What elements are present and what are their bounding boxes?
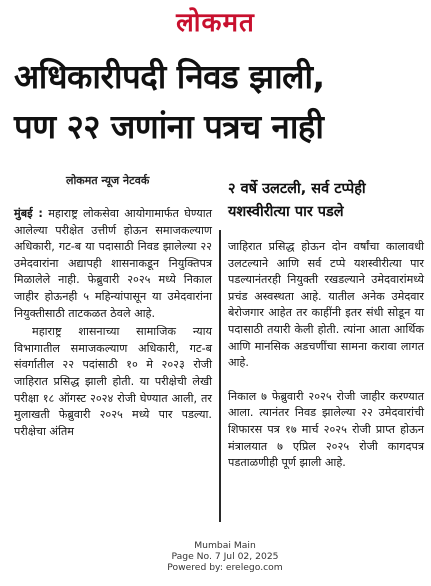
masthead	[0, 6, 431, 40]
headline-line-1: अधिकारीपदी निवड झाली,	[14, 57, 325, 96]
lokmat-logo: लोकमत	[176, 8, 255, 38]
page-footer	[145, 540, 305, 573]
footer-edition: Mumbai Main	[194, 540, 256, 551]
right-paragraph-1: जाहिरात प्रसिद्ध होऊन दोन वर्षांचा कालावधी उलटल्याने आणि सर्व टप्पे यशस्वीरीत्या पार पडल्यानंतरही नियुक्ती रखडल्याने उमेदवारांमध्ये प्रचंड अस्वस्थता आहे. यातील अनेक उमेदवार बेरोजगार आहेत तर काहींनी इतर संधी सोडून या पदासाठी तयारी केली होती. त्यांना आता आर्थिक आणि मानसिक अडचणींचा सामना करावा लागत आहे.	[228, 240, 424, 370]
footer-page-date: Page No. 7 Jul 02, 2025	[171, 551, 279, 562]
headline-line-2: पण २२ जणांना पत्रच नाही	[14, 107, 324, 146]
dateline: मुंबई :	[14, 207, 43, 220]
left-paragraph-1	[14, 206, 212, 322]
footer-powered-by[interactable]: Powered by: erelego.com	[167, 562, 283, 573]
article-column-left	[14, 206, 212, 440]
column-divider-gap	[219, 170, 225, 230]
right-paragraph-2: निकाल ७ फेब्रुवारी २०२५ रोजी जाहीर करण्यात आला. त्यानंतर निवड झालेल्या २२ उमेदवारांची शिफारस पत्र १७ मार्च २०२५ रोजी प्राप्त होऊन मंत्रालयात ७ एप्रिल २०२५ रोजी कागदपत्र पडताळणीही पूर्ण झाली आहे.	[228, 389, 424, 470]
byline: लोकमत न्यूज नेटवर्क	[66, 174, 150, 187]
left-paragraph-1-text: महाराष्ट्र लोकसेवा आयोगामार्फत घेण्यात आलेल्या परीक्षेत उत्तीर्ण होऊन समाजकल्याण अधिकारी, गट-ब या पदासाठी निवड झालेल्या २२ उमेदवारांना अद्यापही शासनाकडून नियुक्तिपत्र मिळालेले नाही. फेब्रुवारी २०२५ मध्ये निकाल जाहीर होऊनही ५ महिन्यांपासून या उमेदवारांना नियुक्तीसाठी ताटकळत ठेवले आहे.	[14, 207, 212, 320]
left-paragraph-2: महाराष्ट्र शासनाच्या सामाजिक न्याय विभागातील समाजकल्याण अधिकारी, गट-ब संवर्गातील २२ पदांसाठी १० मे २०२३ रोजी जाहिरात प्रसिद्ध झाली होती. या परीक्षेची लेखी परीक्षा १८ ऑगस्ट २०२४ रोजी घेण्यात आली, तर मुलाखती फेब्रुवारी २०२५ मध्ये पार पडल्या. परीक्षेचा अंतिम	[14, 325, 212, 438]
article-column-right	[228, 239, 424, 472]
article-subhead: २ वर्षे उलटली, सर्व टप्पेही यशस्वीरीत्या पार पडले	[228, 181, 366, 220]
article-headline	[14, 52, 418, 152]
